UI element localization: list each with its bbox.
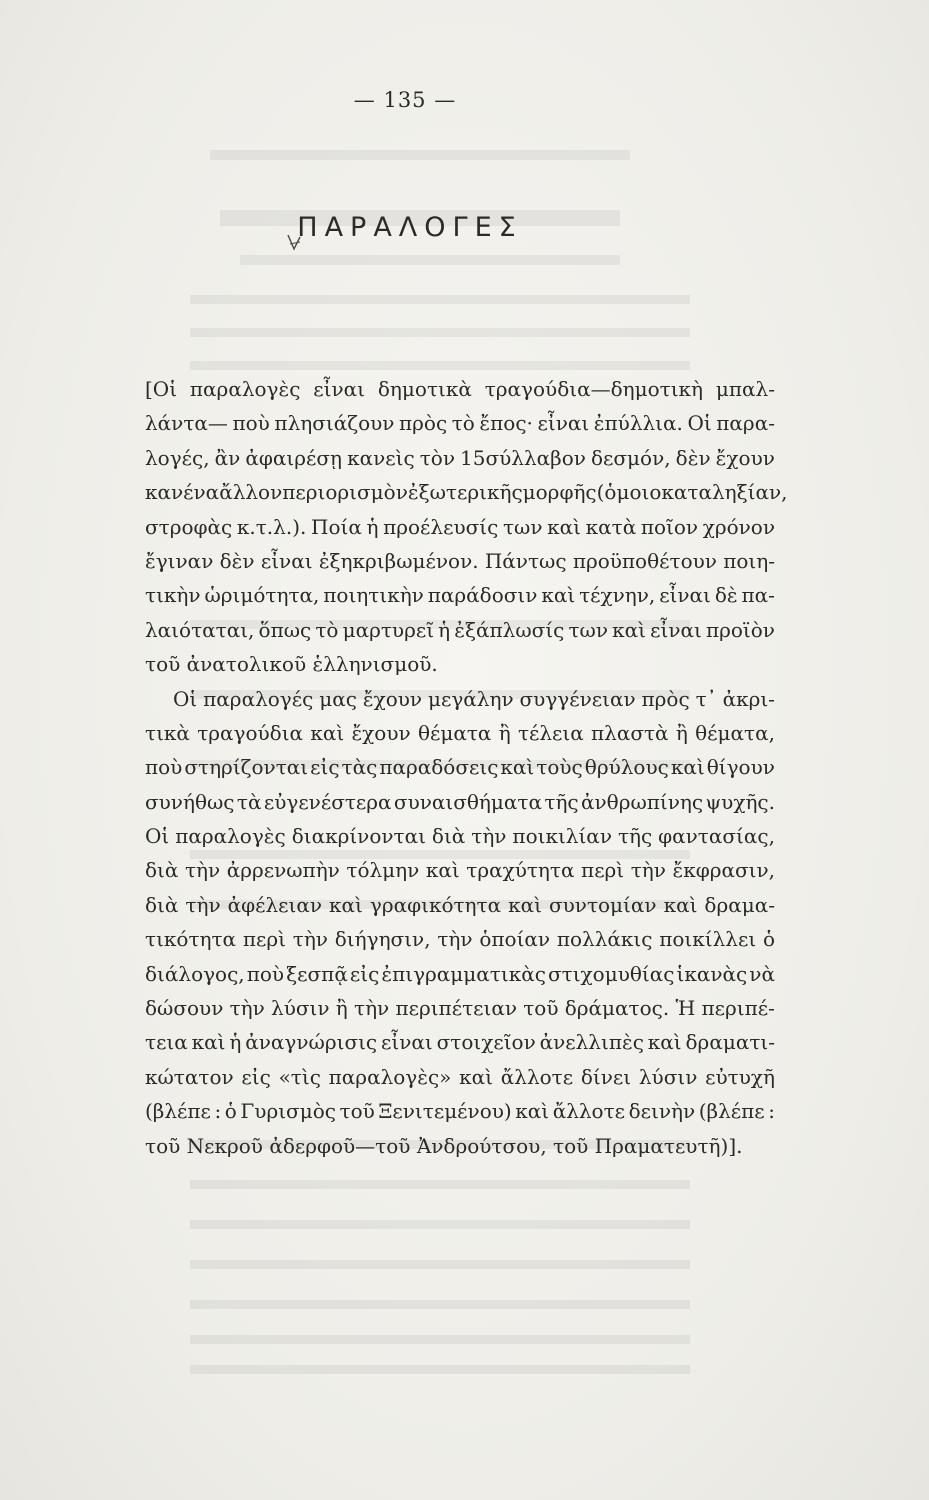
word: ἔκφρασιν, — [672, 858, 775, 883]
word: στηρίζονται — [184, 755, 309, 780]
word: εἰς — [310, 755, 340, 780]
text-line — [145, 647, 775, 681]
word: εἶναι — [650, 617, 702, 642]
word: Νεκροῦ — [186, 1133, 263, 1158]
word: πολλάκις — [556, 927, 653, 952]
word: ποιητικὴν — [323, 583, 424, 608]
text-line — [145, 406, 775, 440]
text-line — [145, 1129, 775, 1163]
word: διήγησιν, — [334, 927, 431, 952]
word: ἀκρι- — [722, 686, 775, 711]
word: ἡ — [229, 1030, 242, 1055]
word: καὶ — [459, 1064, 494, 1089]
text-line — [145, 957, 775, 991]
word: θέματα, — [695, 720, 775, 745]
word: μεγάλην — [427, 686, 514, 711]
pencil-mark-icon — [284, 232, 306, 254]
word: τοῦ — [553, 1133, 589, 1158]
word: εἶναι — [381, 1030, 433, 1055]
word: τὴν — [185, 892, 221, 917]
word: ἐξωτερικῆς — [407, 480, 523, 505]
word: Γυρισμὸς — [240, 1099, 336, 1124]
word: τικότητα — [145, 927, 237, 952]
word: μπαλ- — [715, 377, 775, 401]
word: (ὁμοιοκαταληξίαν, — [596, 480, 788, 505]
word: των — [502, 514, 543, 539]
text-line — [145, 510, 775, 544]
word: τὸ — [451, 411, 475, 436]
word: ἄλλον — [219, 480, 283, 505]
word: λύσιν — [271, 996, 330, 1021]
word: ἀδερφοῦ—τοῦ — [269, 1133, 411, 1158]
word: των — [568, 617, 609, 642]
word: ψυχῆς. — [705, 789, 775, 814]
text-line — [145, 682, 775, 716]
word: Πάντως — [484, 548, 567, 573]
word: στοιχεῖον — [436, 1030, 536, 1055]
word: τὴν — [630, 858, 666, 883]
word: γραφικότητα — [369, 892, 502, 917]
text-line — [145, 716, 775, 750]
word: ἢ — [498, 720, 511, 745]
word: καὶ — [515, 1099, 550, 1124]
word: λάντα— — [145, 411, 228, 436]
word: τόλμην — [346, 858, 420, 883]
word: καὶ — [425, 858, 460, 883]
word: τοῦ — [339, 1099, 375, 1124]
word: παραλογὲς — [175, 824, 286, 849]
word: ἔχουν — [351, 720, 411, 745]
word: δραμα- — [704, 892, 775, 917]
word: ποιη- — [723, 548, 775, 573]
word: «τὶς — [278, 1064, 321, 1089]
word: εἰς — [241, 1064, 271, 1089]
word: τὰς — [341, 755, 378, 780]
word: τοὺς — [536, 755, 583, 780]
word: προϊὸν — [705, 617, 775, 642]
word: δεσμόν, — [591, 445, 671, 470]
word: ἐπύλλια. — [593, 411, 683, 436]
word: λύσιν — [638, 1064, 698, 1089]
word: Ξενιτεμένου) — [378, 1099, 512, 1124]
word: καὶ — [541, 583, 576, 608]
word: τὴν — [184, 858, 221, 883]
word: διὰ — [145, 892, 179, 917]
word: δραματι- — [685, 1030, 775, 1055]
word: προϋποθέτουν — [572, 548, 717, 573]
word: πρὸς — [641, 686, 690, 711]
word: στροφὰς — [145, 514, 233, 539]
word: εἶναι — [659, 583, 711, 608]
word: καὶ — [310, 720, 345, 745]
word: ποικίλλει — [659, 927, 757, 952]
word: ἀνθρωπίνης — [581, 789, 704, 814]
word: τεια — [145, 1030, 188, 1055]
word: ὅπως — [258, 617, 312, 642]
text-line — [145, 544, 775, 578]
word: Οἱ — [687, 411, 712, 436]
text-line — [145, 1094, 775, 1128]
word: διάλογος, — [145, 961, 245, 986]
word: καὶ — [663, 892, 698, 917]
word: ἀρρενωπὴν — [226, 858, 340, 883]
word: ποῖον — [640, 514, 699, 539]
word: παραδόσεις — [379, 755, 499, 780]
word: περιπέτειαν — [395, 996, 517, 1021]
word: τὴν — [354, 996, 390, 1021]
text-line — [145, 613, 775, 647]
word: πα- — [741, 583, 775, 608]
word: καὶ — [670, 755, 705, 780]
word: περὶ — [581, 858, 625, 883]
word: ἔπος· — [479, 411, 533, 436]
word: συναισθήματα — [393, 789, 542, 814]
word: ἱκανὰς — [676, 961, 748, 986]
word: ποὺ — [232, 411, 270, 436]
text-line — [145, 475, 788, 509]
word: ποὺ — [246, 961, 285, 986]
word: εἶναι — [260, 548, 313, 573]
word: συντομίαν — [548, 892, 657, 917]
word: περὶ — [242, 927, 286, 952]
word: ἔγιναν — [145, 548, 214, 573]
word: ἡ — [366, 514, 379, 539]
text-line — [145, 1060, 775, 1094]
word: τὴν — [471, 824, 507, 849]
word: ὁ — [224, 1099, 237, 1124]
word: ἂν — [214, 445, 241, 470]
word: ἀφαιρέσῃ — [245, 445, 343, 470]
word: θρύλους — [584, 755, 669, 780]
text-line — [145, 922, 775, 956]
word: νὰ — [749, 961, 775, 986]
word: Ἡ — [675, 996, 696, 1021]
word: περιορισμὸν — [282, 480, 408, 505]
text-line — [145, 785, 775, 819]
word: τραγούδια — [197, 720, 304, 745]
word: ποικιλίαν — [512, 824, 612, 849]
word: περιπέ- — [701, 996, 775, 1021]
word: ἄλλοτε — [500, 1064, 574, 1089]
word: ἐπιγραμματικὰς — [381, 961, 546, 986]
word: καὶ — [612, 617, 646, 642]
word: εἰς — [349, 961, 380, 986]
word: : — [768, 1099, 775, 1124]
word: ἐξάπλωσίς — [454, 617, 565, 642]
word: τικὴν — [145, 583, 201, 608]
word: (βλέπε — [698, 1099, 765, 1124]
word: μαρτυρεῖ — [342, 617, 435, 642]
word: τὴν — [292, 927, 328, 952]
word: ἢ — [335, 996, 348, 1021]
text-line — [145, 991, 775, 1025]
word: Πραματευτῆ)]. — [594, 1133, 743, 1158]
page-number: — 135 — — [353, 88, 457, 112]
text-line — [145, 819, 775, 853]
body-text — [145, 372, 788, 1163]
word: διακρίνονται — [291, 824, 426, 849]
word: τοῦ — [523, 996, 559, 1021]
word: λογές, — [145, 445, 210, 470]
word: ἔχουν — [715, 445, 775, 470]
word: διὰ — [145, 858, 179, 883]
word: παρα- — [716, 411, 775, 436]
word: τὰ — [236, 789, 262, 814]
word: ἀνατολικοῦ — [186, 652, 307, 677]
word: τῆς — [617, 824, 653, 849]
word: καὶ — [329, 892, 363, 917]
word: πρὸς — [399, 411, 448, 436]
word: εἶναι — [537, 411, 590, 436]
word: μας — [319, 686, 357, 711]
word: Οἱ — [145, 824, 170, 849]
text-line — [145, 372, 775, 406]
word: ξεσπᾷ — [286, 961, 348, 986]
word: τοῦ — [145, 1133, 181, 1158]
word: : — [214, 1099, 222, 1124]
word: τῆς — [544, 789, 579, 814]
word: ἐξηκριβωμένον. — [318, 548, 479, 573]
word: συγγένειαν — [519, 686, 636, 711]
word: ἡ — [438, 617, 451, 642]
word: ὁ — [762, 927, 775, 952]
word: καὶ — [647, 1030, 682, 1055]
word: τέλεια — [517, 720, 584, 745]
word: τραχύτητα — [466, 858, 575, 883]
word: συνήθως — [145, 789, 235, 814]
word: εἶναι — [313, 377, 366, 401]
word: πλαστὰ — [591, 720, 669, 745]
text-line — [145, 441, 775, 475]
word: παραλογὲς — [189, 377, 301, 401]
word: κανεὶς — [347, 445, 415, 470]
word: (βλέπε — [145, 1099, 211, 1124]
word: τραγούδια—δημοτικὴ — [484, 377, 704, 401]
word: [Οἱ — [145, 377, 178, 401]
word: δεινὴν — [628, 1099, 696, 1124]
word: ἄλλοτε — [552, 1099, 626, 1124]
word: ὡριμότητα, — [204, 583, 320, 608]
word: ἀφέλειαν — [227, 892, 323, 917]
word: κατὰ — [585, 514, 637, 539]
word: καὶ — [547, 514, 581, 539]
word: τὴν — [437, 927, 473, 952]
word: τὴν — [229, 996, 265, 1021]
word: ὁποίαν — [479, 927, 551, 952]
word: δὲ — [714, 583, 738, 608]
word: φαντασίας, — [658, 824, 775, 849]
word: δὲν — [675, 445, 711, 470]
word: δράματος. — [564, 996, 670, 1021]
word: κανένα — [145, 480, 220, 505]
word: θίγουν — [706, 755, 775, 780]
word: καὶ — [508, 892, 542, 917]
word: πλησιάζουν — [274, 411, 395, 436]
word: τὸν — [419, 445, 455, 470]
word: λαιόταται, — [145, 617, 255, 642]
word: Οἱ — [173, 686, 198, 711]
word: εὐγενέστερα — [263, 789, 392, 814]
word: χρόνον — [702, 514, 775, 539]
word: ἀναγνώρισις — [245, 1030, 378, 1055]
word: ἀνελλιπὲς — [539, 1030, 644, 1055]
word: τὸ — [315, 617, 339, 642]
word: 15σύλλαβον — [460, 445, 586, 470]
word: κώτατον — [145, 1064, 234, 1089]
word: παραλογὲς» — [328, 1064, 452, 1089]
text-line — [145, 853, 775, 887]
word: θέματα — [417, 720, 492, 745]
word: διὰ — [431, 824, 466, 849]
word: δίνει — [580, 1064, 632, 1089]
word: κ.τ.λ.). — [236, 514, 307, 539]
word: καὶ — [191, 1030, 226, 1055]
word: ἢ — [675, 720, 688, 745]
word: δὲν — [219, 548, 255, 573]
word: μορφῆς — [522, 480, 597, 505]
word: τ᾽ — [695, 686, 717, 711]
text-line — [145, 1025, 775, 1059]
word: τικὰ — [145, 720, 190, 745]
word: παράδοσιν — [427, 583, 538, 608]
word: καὶ — [500, 755, 535, 780]
word: ποὺ — [145, 755, 183, 780]
word: εὐτυχῆ — [705, 1064, 775, 1089]
word: δημοτικὰ — [377, 377, 472, 401]
word: παραλογές — [203, 686, 314, 711]
word: στιχομυθίας — [547, 961, 675, 986]
chapter-title: ΠΑΡΑΛΟΓΕΣ — [297, 212, 523, 243]
text-line — [145, 750, 775, 784]
word: Ἀνδρούτσου, — [416, 1133, 547, 1158]
word: τέχνην, — [579, 583, 656, 608]
word: προέλευσίς — [383, 514, 499, 539]
word: τοῦ — [145, 652, 181, 677]
word: ἑλληνισμοῦ. — [312, 652, 438, 677]
text-line — [145, 578, 775, 612]
word: δώσουν — [145, 996, 224, 1021]
word: Ποία — [311, 514, 362, 539]
text-line — [145, 888, 775, 922]
word: ἔχουν — [362, 686, 423, 711]
